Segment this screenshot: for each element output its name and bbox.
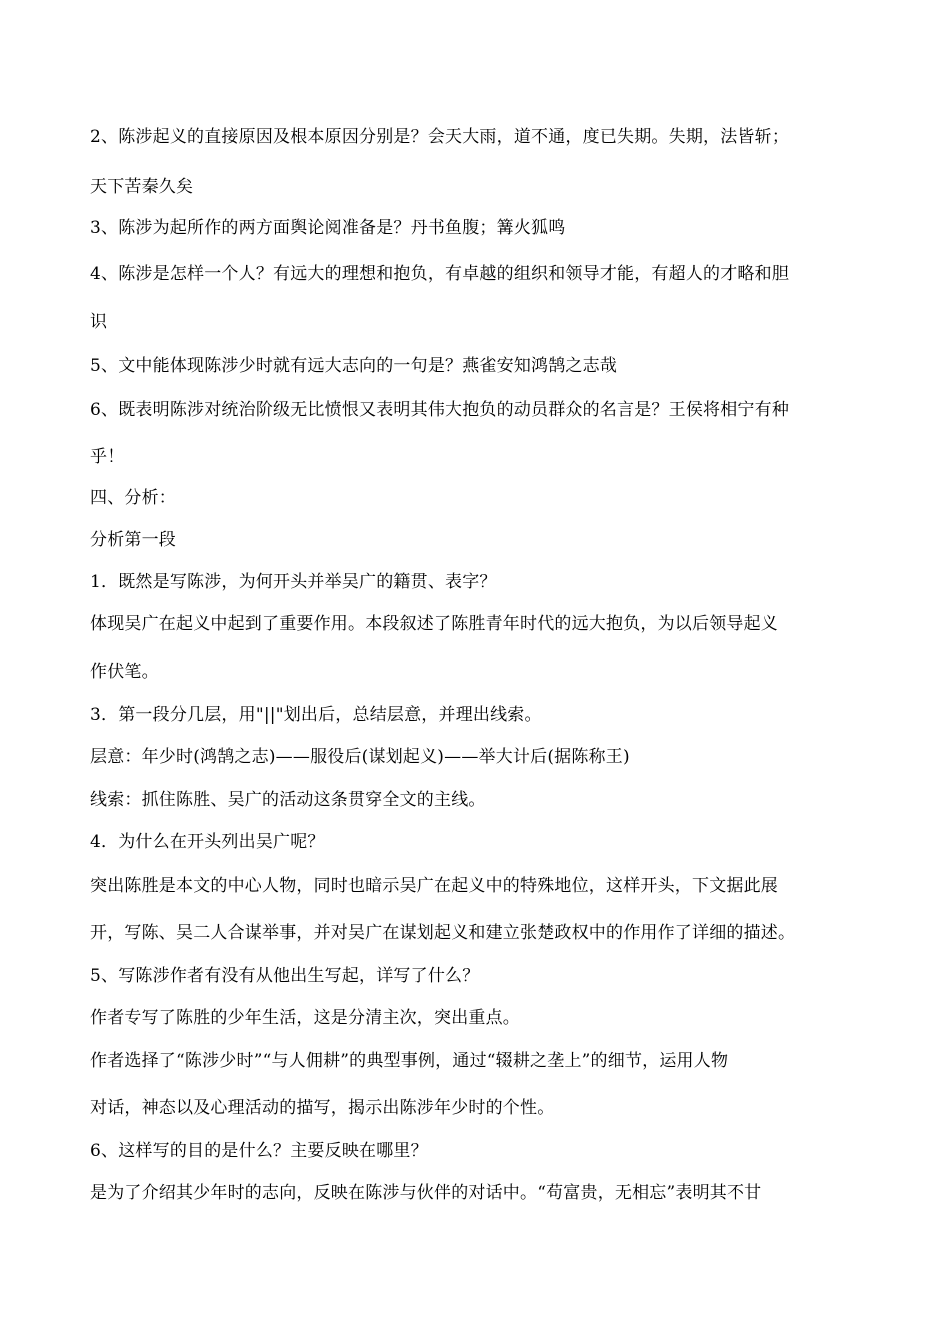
subsection-heading: 分析第一段 [90, 530, 176, 550]
text-line: 作伏笔。 [90, 662, 159, 682]
text-line: 线索：抓住陈胜、吴广的活动这条贯穿全文的主线。 [90, 790, 486, 810]
text-line: 天下苦秦久矣 [90, 177, 194, 197]
text-line: 对话，神态以及心理活动的描写，揭示出陈涉年少时的个性。 [90, 1098, 555, 1118]
text-line: 开，写陈、吴二人合谋举事，并对吴广在谋划起义和建立张楚政权中的作用作了详细的描述。 [90, 923, 796, 943]
text-line: 体现吴广在起义中起到了重要作用。本段叙述了陈胜青年时代的远大抱负，为以后领导起义 [90, 614, 778, 634]
text-line: 作者专写了陈胜的少年生活，这是分清主次，突出重点。 [90, 1008, 520, 1028]
text-line: 层意：年少时(鸿鹄之志)——服役后(谋划起义)——举大计后(据陈称王) [90, 747, 630, 767]
section-heading: 四、分析： [90, 488, 176, 508]
text-line: 6、既表明陈涉对统治阶级无比愤恨又表明其伟大抱负的动员群众的名言是？王侯将相宁有种 [90, 400, 790, 420]
text-line: 4、陈涉是怎样一个人？有远大的理想和抱负，有卓越的组织和领导才能，有超人的才略和胆 [90, 264, 790, 284]
text-line: 作者选择了“陈涉少时”“与人佣耕”的典型事例，通过“辍耕之垄上”的细节，运用人物 [90, 1051, 729, 1071]
text-line: 3、陈涉为起所作的两方面舆论阅准备是？丹书鱼腹；篝火狐鸣 [90, 218, 566, 238]
question-line: 3．第一段分几层，用"||"划出后，总结层意，并理出线索。 [90, 705, 542, 725]
text-line: 识 [90, 312, 108, 332]
question-line: 5、写陈涉作者有没有从他出生写起，详写了什么？ [90, 966, 480, 986]
text-line: 2、陈涉起义的直接原因及根本原因分别是？会天大雨，道不通，度已失期。失期，法皆斩； [90, 127, 790, 147]
text-line: 突出陈胜是本文的中心人物，同时也暗示吴广在起义中的特殊地位，这样开头，下文据此展 [90, 876, 778, 896]
text-line: 是为了介绍其少年时的志向，反映在陈涉与伙伴的对话中。“苟富贵，无相忘”表明其不甘 [90, 1183, 762, 1203]
text-line: 5、文中能体现陈涉少时就有远大志向的一句是？燕雀安知鸿鹄之志哉 [90, 356, 618, 376]
text-line: 乎！ [90, 447, 125, 467]
question-line: 4．为什么在开头列出吴广呢？ [90, 832, 325, 852]
question-line: 6、这样写的目的是什么？主要反映在哪里？ [90, 1141, 428, 1161]
question-line: 1．既然是写陈涉，为何开头并举吴广的籍贯、表字？ [90, 572, 497, 592]
